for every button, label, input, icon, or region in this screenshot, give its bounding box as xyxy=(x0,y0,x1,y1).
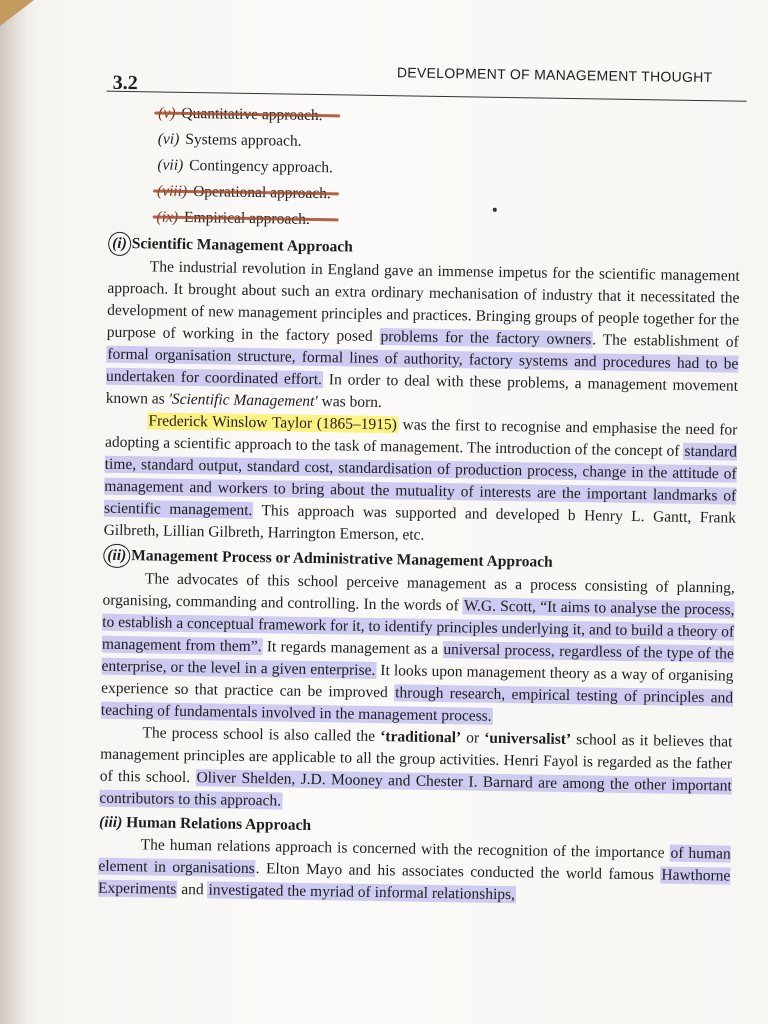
section-title: Human Relations Approach xyxy=(126,814,312,834)
section-number: (ii) xyxy=(107,546,127,565)
highlight: through research, empirical testing of principles and teaching of fundamentals involved in the management process. xyxy=(100,684,734,725)
approaches-list xyxy=(156,101,334,234)
list-item xyxy=(157,178,333,207)
paragraph xyxy=(101,568,735,732)
paragraph xyxy=(98,834,731,910)
text-run: . Elton Mayo and his associates conducted the world famous xyxy=(255,860,661,884)
text-run: The human relations approach is concerned with the recognition of the importance xyxy=(140,836,670,862)
paragraph xyxy=(106,256,740,420)
section-number: (iii) xyxy=(98,813,123,832)
bold-term: ‘universalist’ xyxy=(484,729,572,749)
highlight: Hawthorne Experiments xyxy=(97,866,731,898)
text-run: This approach was supported and developed b Henry L. Gantt, Frank Gilbreth, Lillian Gilbreth, Harrington Emerson, etc. xyxy=(103,502,737,544)
italic-term: 'Scientific Management' xyxy=(168,390,318,411)
text-run: In order to deal with these problems, a management movement known as xyxy=(105,371,739,408)
paragraph xyxy=(104,410,738,552)
text-run: It regards management as a xyxy=(262,638,443,659)
highlight: of human element in organisations xyxy=(98,844,731,878)
highlight: W.G. Scott, “It aims to analyse the process, to establish a conceptual framework for it, to identify principles underlying it, and to build a theory of management from them”. xyxy=(101,597,735,656)
text-run: The process school is also called the xyxy=(142,724,381,746)
text-run: was the first to recognise and emphasise the need for adopting a scientific approach to the task of management. The introduction of the concept of xyxy=(104,416,738,460)
highlight: universal process, regardless of the type of the enterprise, or the level in a given enterprise. xyxy=(101,641,734,679)
pen-dot xyxy=(493,208,497,212)
text-run: and xyxy=(177,880,208,899)
bold-term: ‘traditional’ xyxy=(380,728,462,747)
highlight: formal organisation structure, formal lines of authority, factory systems and procedures had to be undertaken for coordinated effort. xyxy=(105,345,739,389)
paragraph xyxy=(99,722,732,820)
text-run: school as it believes that management principles are applicable to all the group activities. Henri Fayol is regarded as the father of this school. xyxy=(99,731,733,787)
page-header xyxy=(107,60,747,106)
list-item xyxy=(158,101,334,130)
page-number: 3.2 xyxy=(112,71,138,95)
highlight: investigated the myriad of informal relationships, xyxy=(208,881,516,904)
header-rule xyxy=(107,91,747,102)
text-run: or xyxy=(460,729,485,747)
text-run: The advocates of this school perceive management as a process consisting of planning, organising, commanding and controlling. In the words of xyxy=(102,570,735,615)
list-item-text: Systems approach. xyxy=(185,130,302,150)
yellow-highlight: Frederick Winslow Taylor (1865–1915) xyxy=(148,412,398,434)
highlight: standard time, standard output, standard cost, standardisation of production process, change in the attitude of management and workers to bring about the mutuality of interests are the important landmarks of scientific management. xyxy=(103,442,738,520)
circled-number xyxy=(103,544,130,568)
list-item xyxy=(158,126,334,155)
text-run: . The establishment of xyxy=(592,331,739,351)
section-title: Management Process or Administrative Management Approach xyxy=(131,547,553,571)
body-text xyxy=(98,230,740,910)
highlight: Oliver Shelden, J.D. Mooney and Chester I. Barnard are among the other important contributors to this approach. xyxy=(99,769,732,810)
list-item xyxy=(156,204,332,233)
text-run: It looks upon management theory as a way of organising experience so that practice can be improved xyxy=(101,661,734,702)
text-run: The industrial revolution in England gave an immense impetus for the scientific management approach. It brought about such an extra ordinary mechanisation of industry that it necessitated the development of new management principles and practices. Bringing groups of people together for the purpose of working in the factory posed xyxy=(106,258,740,346)
list-item xyxy=(157,152,333,181)
highlight: problems for the factory owners xyxy=(380,328,592,349)
section-title: Scientific Management Approach xyxy=(131,235,353,256)
running-head: DEVELOPMENT OF MANAGEMENT THOUGHT xyxy=(396,64,713,86)
section-number: (i) xyxy=(112,234,127,253)
text-run: was born. xyxy=(317,393,382,412)
circled-number xyxy=(108,232,131,256)
list-item-number: (vii) xyxy=(157,156,184,174)
list-item-number: (vi) xyxy=(157,130,180,148)
list-item-text: Contingency approach. xyxy=(189,156,334,177)
